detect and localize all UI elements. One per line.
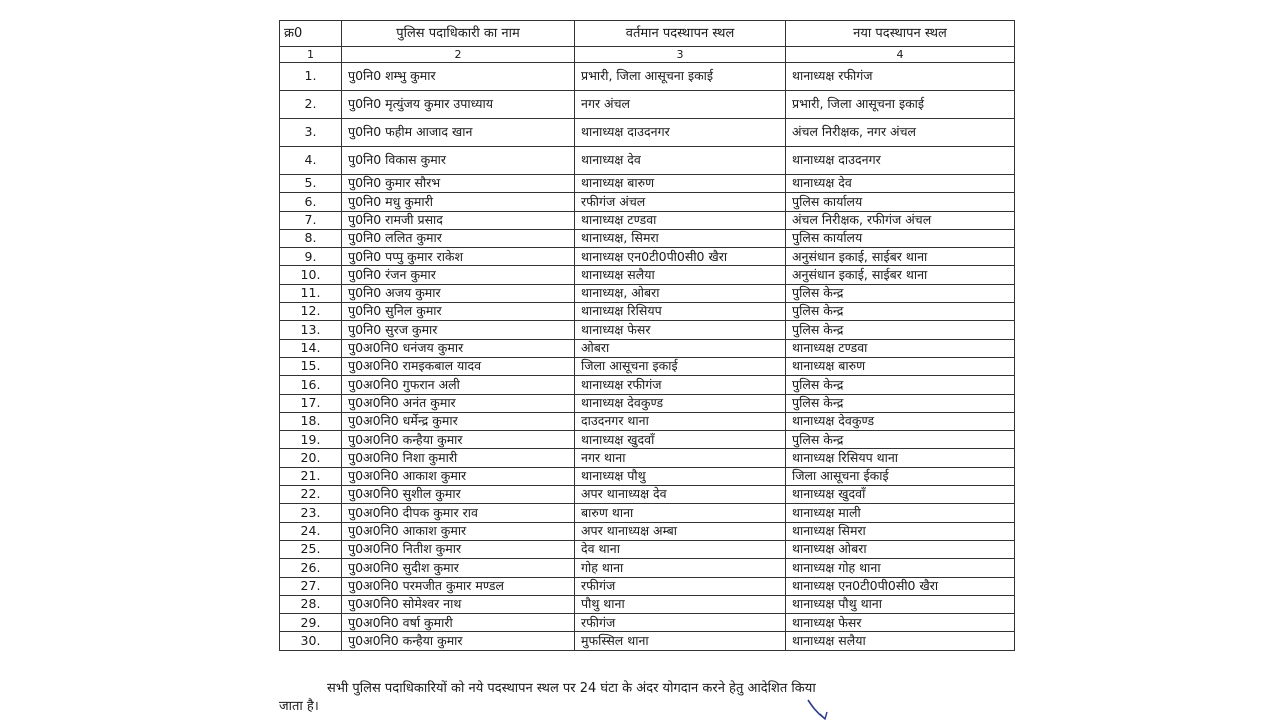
order-note-line-2: जाता है। <box>279 699 319 714</box>
current-posting-cell: थानाध्यक्ष रिसियप <box>575 303 786 321</box>
current-posting-cell: अपर थानाध्यक्ष देव <box>575 486 786 504</box>
serial-cell: 26. <box>280 559 342 577</box>
new-posting-cell: थानाध्यक्ष फेसर <box>786 614 1015 632</box>
officer-name-cell: पु0नि0 मधु कुमारी <box>342 193 575 211</box>
table-row <box>280 211 1015 229</box>
current-posting-cell: थानाध्यक्ष फेसर <box>575 321 786 339</box>
serial-cell: 18. <box>280 412 342 430</box>
table-row <box>280 91 1015 119</box>
column-number-row <box>280 47 1015 63</box>
current-posting-cell: थानाध्यक्ष सलैया <box>575 266 786 284</box>
current-posting-cell: रफीगंज <box>575 577 786 595</box>
column-number: 2 <box>342 47 575 63</box>
new-posting-cell: पुलिस केन्द्र <box>786 321 1015 339</box>
serial-cell: 1. <box>280 63 342 91</box>
serial-cell: 19. <box>280 431 342 449</box>
serial-cell: 11. <box>280 284 342 302</box>
current-posting-cell: थानाध्यक्ष रफीगंज <box>575 376 786 394</box>
table-row <box>280 632 1015 650</box>
officer-name-cell: पु0अ0नि0 धनंजय कुमार <box>342 339 575 357</box>
new-posting-cell: थानाध्यक्ष रिसियप थाना <box>786 449 1015 467</box>
header-current-posting: वर्तमान पदस्थापन स्थल <box>575 21 786 47</box>
table-row <box>280 303 1015 321</box>
table-row <box>280 119 1015 147</box>
current-posting-cell: नगर थाना <box>575 449 786 467</box>
serial-cell: 22. <box>280 486 342 504</box>
officer-name-cell: पु0अ0नि0 कन्हैया कुमार <box>342 431 575 449</box>
table-row <box>280 504 1015 522</box>
serial-cell: 20. <box>280 449 342 467</box>
officer-name-cell: पु0नि0 पप्पु कुमार राकेश <box>342 248 575 266</box>
officer-name-cell: पु0अ0नि0 नितीश कुमार <box>342 540 575 558</box>
table-row <box>280 431 1015 449</box>
new-posting-cell: थानाध्यक्ष एन0टी0पी0सी0 खैरा <box>786 577 1015 595</box>
serial-cell: 21. <box>280 467 342 485</box>
serial-cell: 28. <box>280 595 342 613</box>
officer-name-cell: पु0अ0नि0 निशा कुमारी <box>342 449 575 467</box>
new-posting-cell: पुलिस कार्यालय <box>786 193 1015 211</box>
officer-name-cell: पु0अ0नि0 आकाश कुमार <box>342 522 575 540</box>
new-posting-cell: अंचल निरीक्षक, रफीगंज अंचल <box>786 211 1015 229</box>
serial-cell: 17. <box>280 394 342 412</box>
serial-cell: 25. <box>280 540 342 558</box>
table-row <box>280 486 1015 504</box>
new-posting-cell: पुलिस केन्द्र <box>786 394 1015 412</box>
new-posting-cell: थानाध्यक्ष देवकुण्ड <box>786 412 1015 430</box>
serial-cell: 30. <box>280 632 342 650</box>
officer-name-cell: पु0नि0 अजय कुमार <box>342 284 575 302</box>
officer-name-cell: पु0अ0नि0 सुशील कुमार <box>342 486 575 504</box>
current-posting-cell: गोह थाना <box>575 559 786 577</box>
current-posting-cell: अपर थानाध्यक्ष अम्बा <box>575 522 786 540</box>
officer-name-cell: पु0अ0नि0 वर्षा कुमारी <box>342 614 575 632</box>
table-row <box>280 63 1015 91</box>
new-posting-cell: थानाध्यक्ष बारुण <box>786 357 1015 375</box>
table-row <box>280 394 1015 412</box>
officer-name-cell: पु0अ0नि0 अनंत कुमार <box>342 394 575 412</box>
serial-cell: 14. <box>280 339 342 357</box>
new-posting-cell: जिला आसूचना ईकाई <box>786 467 1015 485</box>
officer-name-cell: पु0अ0नि0 सुदीश कुमार <box>342 559 575 577</box>
new-posting-cell: थानाध्यक्ष माली <box>786 504 1015 522</box>
new-posting-cell: अनुसंधान इकाई, साईबर थाना <box>786 248 1015 266</box>
new-posting-cell: अनुसंधान इकाई, साईबर थाना <box>786 266 1015 284</box>
new-posting-cell: अंचल निरीक्षक, नगर अंचल <box>786 119 1015 147</box>
table-row <box>280 376 1015 394</box>
column-number: 1 <box>280 47 342 63</box>
current-posting-cell: नगर अंचल <box>575 91 786 119</box>
officer-name-cell: पु0अ0नि0 दीपक कुमार राव <box>342 504 575 522</box>
officer-name-cell: पु0अ0नि0 परमजीत कुमार मण्डल <box>342 577 575 595</box>
table-row <box>280 595 1015 613</box>
officer-name-cell: पु0नि0 शम्भु कुमार <box>342 63 575 91</box>
serial-cell: 15. <box>280 357 342 375</box>
signature-mark <box>806 698 830 720</box>
new-posting-cell: थानाध्यक्ष ओबरा <box>786 540 1015 558</box>
officer-name-cell: पु0नि0 रामजी प्रसाद <box>342 211 575 229</box>
current-posting-cell: थानाध्यक्ष खुदवाँ <box>575 431 786 449</box>
new-posting-cell: पुलिस केन्द्र <box>786 303 1015 321</box>
current-posting-cell: थानाध्यक्ष दाउदनगर <box>575 119 786 147</box>
table-row <box>280 614 1015 632</box>
table-row <box>280 412 1015 430</box>
table-row <box>280 248 1015 266</box>
table-row <box>280 357 1015 375</box>
serial-cell: 10. <box>280 266 342 284</box>
officer-name-cell: पु0नि0 सुरज कुमार <box>342 321 575 339</box>
serial-cell: 23. <box>280 504 342 522</box>
officer-name-cell: पु0अ0नि0 सोमेश्वर नाथ <box>342 595 575 613</box>
new-posting-cell: थानाध्यक्ष सिमरा <box>786 522 1015 540</box>
table-row <box>280 284 1015 302</box>
header-officer-name: पुलिस पदाधिकारी का नाम <box>342 21 575 47</box>
current-posting-cell: रफीगंज अंचल <box>575 193 786 211</box>
current-posting-cell: पौथु थाना <box>575 595 786 613</box>
serial-cell: 8. <box>280 229 342 247</box>
new-posting-cell: थानाध्यक्ष टण्डवा <box>786 339 1015 357</box>
serial-cell: 29. <box>280 614 342 632</box>
column-number: 4 <box>786 47 1015 63</box>
new-posting-cell: थानाध्यक्ष रफीगंज <box>786 63 1015 91</box>
serial-cell: 6. <box>280 193 342 211</box>
table-row <box>280 147 1015 175</box>
officer-name-cell: पु0नि0 मृत्युंजय कुमार उपाध्याय <box>342 91 575 119</box>
order-note <box>279 680 1024 716</box>
table-row <box>280 193 1015 211</box>
new-posting-cell: थानाध्यक्ष दाउदनगर <box>786 147 1015 175</box>
new-posting-cell: थानाध्यक्ष देव <box>786 175 1015 193</box>
officer-name-cell: पु0अ0नि0 धर्मेन्द्र कुमार <box>342 412 575 430</box>
new-posting-cell: पुलिस केन्द्र <box>786 284 1015 302</box>
officer-name-cell: पु0नि0 फहीम आजाद खान <box>342 119 575 147</box>
current-posting-cell: ओबरा <box>575 339 786 357</box>
serial-cell: 3. <box>280 119 342 147</box>
table-row <box>280 522 1015 540</box>
serial-cell: 24. <box>280 522 342 540</box>
table-row <box>280 175 1015 193</box>
current-posting-cell: प्रभारी, जिला आसूचना इकाई <box>575 63 786 91</box>
serial-cell: 2. <box>280 91 342 119</box>
current-posting-cell: थानाध्यक्ष टण्डवा <box>575 211 786 229</box>
header-new-posting: नया पदस्थापन स्थल <box>786 21 1015 47</box>
table-row <box>280 266 1015 284</box>
officer-name-cell: पु0नि0 विकास कुमार <box>342 147 575 175</box>
serial-cell: 16. <box>280 376 342 394</box>
table-row <box>280 467 1015 485</box>
current-posting-cell: थानाध्यक्ष देवकुण्ड <box>575 394 786 412</box>
serial-cell: 4. <box>280 147 342 175</box>
officer-name-cell: पु0नि0 रंजन कुमार <box>342 266 575 284</box>
current-posting-cell: रफीगंज <box>575 614 786 632</box>
new-posting-cell: थानाध्यक्ष पौथु थाना <box>786 595 1015 613</box>
table-row <box>280 339 1015 357</box>
current-posting-cell: देव थाना <box>575 540 786 558</box>
serial-cell: 27. <box>280 577 342 595</box>
table-row <box>280 540 1015 558</box>
new-posting-cell: पुलिस कार्यालय <box>786 229 1015 247</box>
current-posting-cell: थानाध्यक्ष पौथु <box>575 467 786 485</box>
table-body <box>280 63 1015 651</box>
officer-name-cell: पु0अ0नि0 कन्हैया कुमार <box>342 632 575 650</box>
table-row <box>280 559 1015 577</box>
serial-cell: 5. <box>280 175 342 193</box>
order-note-line-1: सभी पुलिस पदाधिकारियों को नये पदस्थापन स्थल पर 24 घंटा के अंदर योगदान करने हेतु आदेशित किया <box>327 681 816 696</box>
officer-name-cell: पु0नि0 सुनिल कुमार <box>342 303 575 321</box>
table-header-row <box>280 21 1015 47</box>
current-posting-cell: थानाध्यक्ष, सिमरा <box>575 229 786 247</box>
current-posting-cell: थानाध्यक्ष एन0टी0पी0सी0 खैरा <box>575 248 786 266</box>
serial-cell: 7. <box>280 211 342 229</box>
serial-cell: 13. <box>280 321 342 339</box>
current-posting-cell: थानाध्यक्ष, ओबरा <box>575 284 786 302</box>
new-posting-cell: प्रभारी, जिला आसूचना इकाई <box>786 91 1015 119</box>
table-row <box>280 449 1015 467</box>
new-posting-cell: पुलिस केन्द्र <box>786 431 1015 449</box>
serial-cell: 12. <box>280 303 342 321</box>
officer-name-cell: पु0अ0नि0 गुफरान अली <box>342 376 575 394</box>
table-row <box>280 229 1015 247</box>
transfer-table <box>279 20 1015 651</box>
table-row <box>280 321 1015 339</box>
new-posting-cell: थानाध्यक्ष खुदवाँ <box>786 486 1015 504</box>
officer-name-cell: पु0अ0नि0 आकाश कुमार <box>342 467 575 485</box>
new-posting-cell: थानाध्यक्ष गोह थाना <box>786 559 1015 577</box>
officer-name-cell: पु0नि0 ललित कुमार <box>342 229 575 247</box>
header-serial: क्र0 <box>280 21 342 47</box>
current-posting-cell: मुफस्सिल थाना <box>575 632 786 650</box>
current-posting-cell: दाउदनगर थाना <box>575 412 786 430</box>
officer-name-cell: पु0अ0नि0 रामइकबाल यादव <box>342 357 575 375</box>
current-posting-cell: थानाध्यक्ष देव <box>575 147 786 175</box>
column-number: 3 <box>575 47 786 63</box>
new-posting-cell: पुलिस केन्द्र <box>786 376 1015 394</box>
current-posting-cell: थानाध्यक्ष बारुण <box>575 175 786 193</box>
serial-cell: 9. <box>280 248 342 266</box>
new-posting-cell: थानाध्यक्ष सलैया <box>786 632 1015 650</box>
current-posting-cell: जिला आसूचना इकाई <box>575 357 786 375</box>
officer-name-cell: पु0नि0 कुमार सौरभ <box>342 175 575 193</box>
table-row <box>280 577 1015 595</box>
current-posting-cell: बारुण थाना <box>575 504 786 522</box>
